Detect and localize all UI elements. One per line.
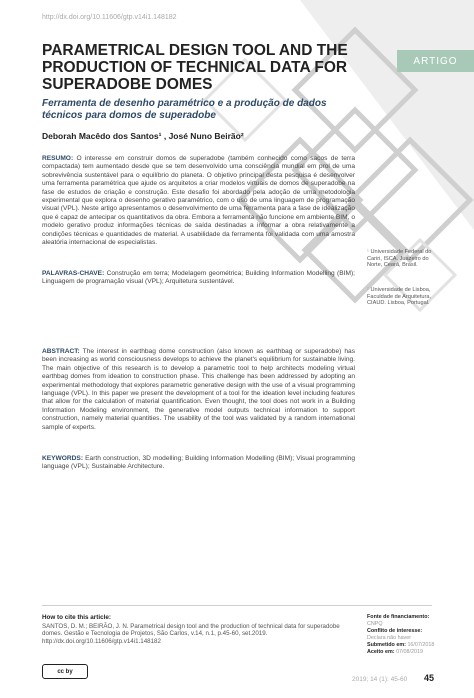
- affiliation-2-text: Universidade de Lisboa, Faculdade de Arquitetura, CIAUD. Lisboa, Portugal.: [367, 287, 432, 307]
- funding-value: CNPQ: [367, 620, 383, 627]
- resumo-label: RESUMO:: [42, 155, 74, 162]
- submitted-label: Submetido em:: [367, 641, 406, 648]
- submission-info: [367, 614, 447, 655]
- palavras-text: Construção em terra; Modelagem geométrica; Building Information Modelling (BIM); Linguagem de programação visual (VPL); Arquitetura sustentável.: [42, 270, 355, 286]
- keywords-block: [42, 455, 355, 472]
- footer-divider: [42, 605, 432, 606]
- keywords-label: KEYWORDS:: [42, 455, 84, 462]
- accepted-value: 07/08/2019: [396, 648, 424, 655]
- abstract-text: The interest in earthbag dome construction (also known as earthbag or superadobe) has been increasing as world consciousness develops to achieve the planet's equilibrium for sustainable living. The main objective of this research is to develop a parametric tool to help architects modeling virtual earthbag domes from ideation to construction phase. This challenge has been addressed by adopting an experimental methodology that explores parametric generative design with the use of a visual programming language (VPL). In this paper we present the development of a tool for the ideation level including features that allow for the calculation of material quantification. Even thought, the tool does not work in a Building Information Modeling environment, the generative model outputs technical information to support construction, namely material quantities. The usability of the tool was validated by a random international sample of experts.: [42, 348, 356, 431]
- doi-link[interactable]: http://dx.doi.org/10.11606/gtp.v14i1.148182: [42, 14, 177, 21]
- article-title: [42, 42, 355, 93]
- abstract-block: [42, 348, 355, 432]
- accepted-label: Aceito em:: [367, 648, 395, 655]
- funding-label: Fonte de financiamento:: [367, 614, 430, 620]
- conflict-label: Conflito de interesse:: [367, 627, 423, 634]
- affiliation-1-mark: ¹: [367, 249, 369, 255]
- submitted-value: 16/07/2018: [407, 641, 435, 648]
- palavras-block: [42, 270, 355, 287]
- keywords-text: Earth construction, 3D modelling; Building Information Modelling (BIM); Visual programming language (VPL); Sustainable Architecture.: [42, 455, 355, 471]
- article-subtitle: Ferramenta de desenho paramétrico e a produção de dados técnicos para domos de superadobe: [42, 98, 327, 121]
- title-line-3: SUPERADOBE DOMES: [42, 76, 213, 93]
- citation-text: SANTOS, D. M.; BEIRÃO, J. N. Parametrical design tool and the production of technical data for superadobe domes. Gestão e Tecnologia de Projetos, São Carlos, v.14, n.1, p.45-60, set.2019. http://dx.doi.org/10.11606/gtp.v14i1.148182: [42, 623, 340, 645]
- conflict-value: Declara não haver: [367, 634, 412, 641]
- cc-by-license-icon[interactable]: cc by: [42, 664, 88, 679]
- affiliation-1-text: Universidade Federal do Cariri, ISCA. Juazeiro do Norte, Ceará, Brasil.: [367, 249, 432, 269]
- affiliation-1: [367, 249, 435, 269]
- authors: Deborah Macêdo dos Santos¹ , José Nuno Beirão²: [42, 131, 244, 141]
- resumo-text: O interesse em construir domos de superadobe (também conhecido como sacos de terra compactada) tem aumentado desde que se tem desenvolvido uma consciência mundial em prol de uma sobrevivência sustentável para o equilíbrio do planeta. O objetivo principal desta pesquisa é desenvolver uma ferramenta paramétrica que ajude os arquitetos a criar modelos virtuais de domos de superadobe na fase de estudos de criação e construção. Este desafio foi abordado pela adoção de uma metodologia experimental que explora o desenho gerativo paramétrico, com o uso de uma linguagem de programação visual (VPL). Neste artigo apresentamos o desenvolvimento de uma ferramenta para a fase de idealização que é capaz de antecipar os quantitativos da obra. Embora a ferramenta não funcione em ambiente BIM, o modelo gerativo produz informações técnicas de saída destinadas a informar a obra relativamente a condições técnicas e quantidades de material. A usabilidade da ferramenta foi validada com uma amostra aleatória internacional de especialistas.: [42, 155, 355, 247]
- affiliation-2-mark: ²: [367, 287, 369, 293]
- title-line-1: PARAMETRICAL DESIGN TOOL AND THE: [42, 42, 348, 59]
- issue-footer: 2019; 14 (1): 45-60: [352, 676, 408, 683]
- palavras-label: PALAVRAS-CHAVE:: [42, 270, 105, 277]
- page-number: 45: [424, 673, 435, 683]
- abstract-label: ABSTRACT:: [42, 348, 80, 355]
- cite-heading: How to cite this article:: [42, 614, 111, 621]
- title-line-2: PRODUCTION OF TECHNICAL DATA FOR: [42, 59, 348, 76]
- resumo-block: [42, 155, 355, 247]
- section-badge: ARTIGO: [397, 50, 474, 72]
- affiliation-2: [367, 287, 435, 307]
